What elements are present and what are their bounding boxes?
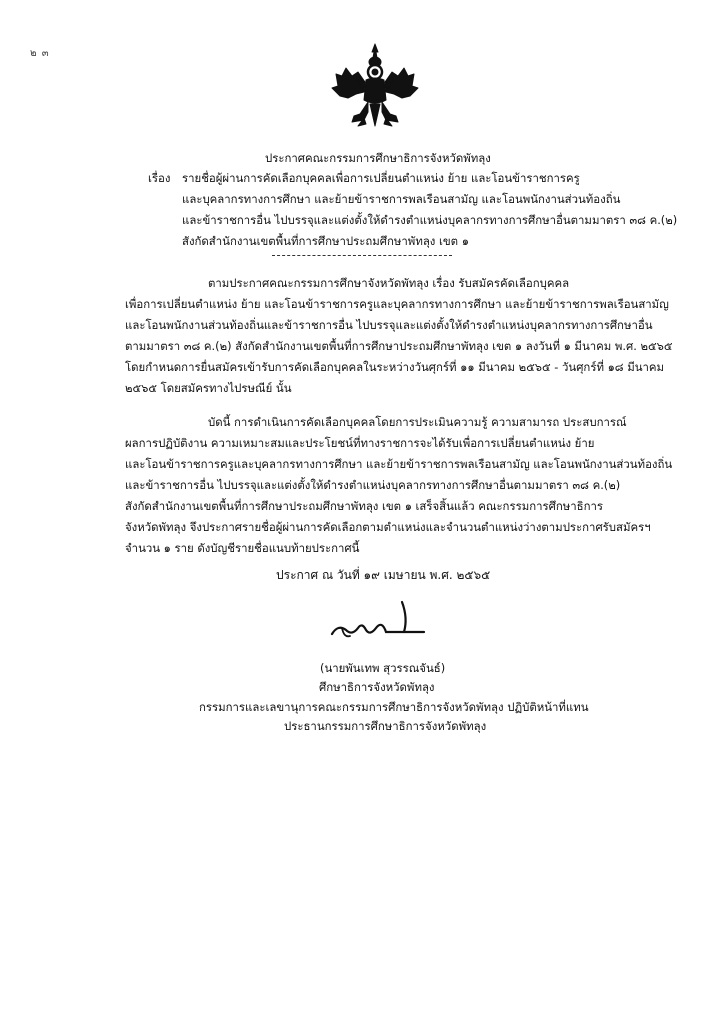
subject-label: เรื่อง (148, 171, 171, 185)
paragraph-1-line: เพื่อการเปลี่ยนตำแหน่ง ย้าย และโอนข้าราชการครูและบุคลากรทางการศึกษา และย้ายข้าราชการพลเรือนสามัญ (125, 297, 669, 311)
signatory-position: ศึกษาธิการจังหวัดพัทลุง (319, 680, 435, 694)
garuda-emblem (330, 42, 420, 128)
paragraph-2-line: จำนวน ๑ ราย ดังบัญชีรายชื่อแนบท้ายประกาศนี้ (125, 541, 360, 555)
subject-line: รายชื่อผู้ผ่านการคัดเลือกบุคคลเพื่อการเปลี่ยนตำแหน่ง ย้าย และโอนข้าราชการครู (182, 171, 580, 185)
paragraph-1-line: ๒๕๖๕ โดยสมัครทางไปรษณีย์ นั้น (125, 381, 292, 395)
signatory-position: กรรมการและเลขานุการคณะกรรมการศึกษาธิการจังหวัดพัทลุง ปฏิบัติหน้าที่แทน (199, 700, 589, 714)
paragraph-1-line: โดยกำหนดการยื่นสมัครเข้ารับการคัดเลือกบุคคลในระหว่างวันศุกร์ที่ ๑๑ มีนาคม ๒๕๖๕ - วันศุกร์ที่ ๑๘ มีนาคม (125, 360, 665, 374)
subject-line: และข้าราชการอื่น ไปบรรจุและแต่งตั้งให้ดำรงตำแหน่งบุคลากรทางการศึกษาอื่นตามมาตรา ๓๘ ค.(๒) (182, 213, 678, 227)
paragraph-1-line: ตามมาตรา ๓๘ ค.(๒) สังกัดสำนักงานเขตพื้นที่การศึกษาประถมศึกษาพัทลุง เขต ๑ ลงวันที่ ๑ มีนาคม พ.ศ. ๒๕๖๕ (125, 339, 673, 353)
paragraph-2-line: จังหวัดพัทลุง จึงประกาศรายชื่อผู้ผ่านการคัดเลือกตามตำแหน่งและจำนวนตำแหน่งว่างตามประกาศรับสมัครฯ (125, 520, 651, 534)
paragraph-1-line: และโอนพนักงานส่วนท้องถิ่นและข้าราชการอื่น ไปบรรจุและแต่งตั้งให้ดำรงตำแหน่งบุคลากรทางการศึกษาอื่น (125, 318, 653, 332)
paragraph-2-line: ผลการปฏิบัติงาน ความเหมาะสมและประโยชน์ที่ทางราชการจะได้รับเพื่อการเปลี่ยนตำแหน่ง ย้าย (125, 436, 595, 450)
divider-line (272, 255, 452, 256)
handwritten-signature (328, 598, 428, 646)
paragraph-2-line: สังกัดสำนักงานเขตพื้นที่การศึกษาประถมศึกษาพัทลุง เขต ๑ เสร็จสิ้นแล้ว คณะกรรมการศึกษาธิการ (125, 499, 604, 513)
subject-line: สังกัดสำนักงานเขตพื้นที่การศึกษาประถมศึกษาพัทลุง เขต ๑ (182, 234, 469, 248)
signatory-position: ประธานกรรมการศึกษาธิการจังหวัดพัทลุง (284, 719, 487, 733)
paragraph-2-line: และข้าราชการอื่น ไปบรรจุและแต่งตั้งให้ดำรงตำแหน่งบุคลากรทางการศึกษาอื่นตามมาตรา ๓๘ ค.(๒) (125, 478, 621, 492)
signatory-name: (นายพันเทพ สุวรรณจันธ์) (320, 661, 446, 675)
paragraph-2-line: บัดนี้ การดำเนินการคัดเลือกบุคคลโดยการประเมินความรู้ ความสามารถ ประสบการณ์ (208, 415, 627, 429)
page-corner-mark: ๒ ๓ (30, 48, 50, 59)
paragraph-1-line: ตามประกาศคณะกรรมการศึกษาจังหวัดพัทลุง เรื่อง รับสมัครคัดเลือกบุคคล (208, 276, 570, 290)
announcement-date: ประกาศ ณ วันที่ ๑๙ เมษายน พ.ศ. ๒๕๖๕ (276, 568, 491, 582)
announcement-title: ประกาศคณะกรรมการศึกษาธิการจังหวัดพัทลุง (265, 151, 491, 165)
subject-line: และบุคลากรทางการศึกษา และย้ายข้าราชการพลเรือนสามัญ และโอนพนักงานส่วนท้องถิ่น (182, 192, 621, 206)
paragraph-2-line: และโอนข้าราชการครูและบุคลากรทางการศึกษา และย้ายข้าราชการพลเรือนสามัญ และโอนพนักงานส่วนท้องถิ่น (125, 457, 673, 471)
